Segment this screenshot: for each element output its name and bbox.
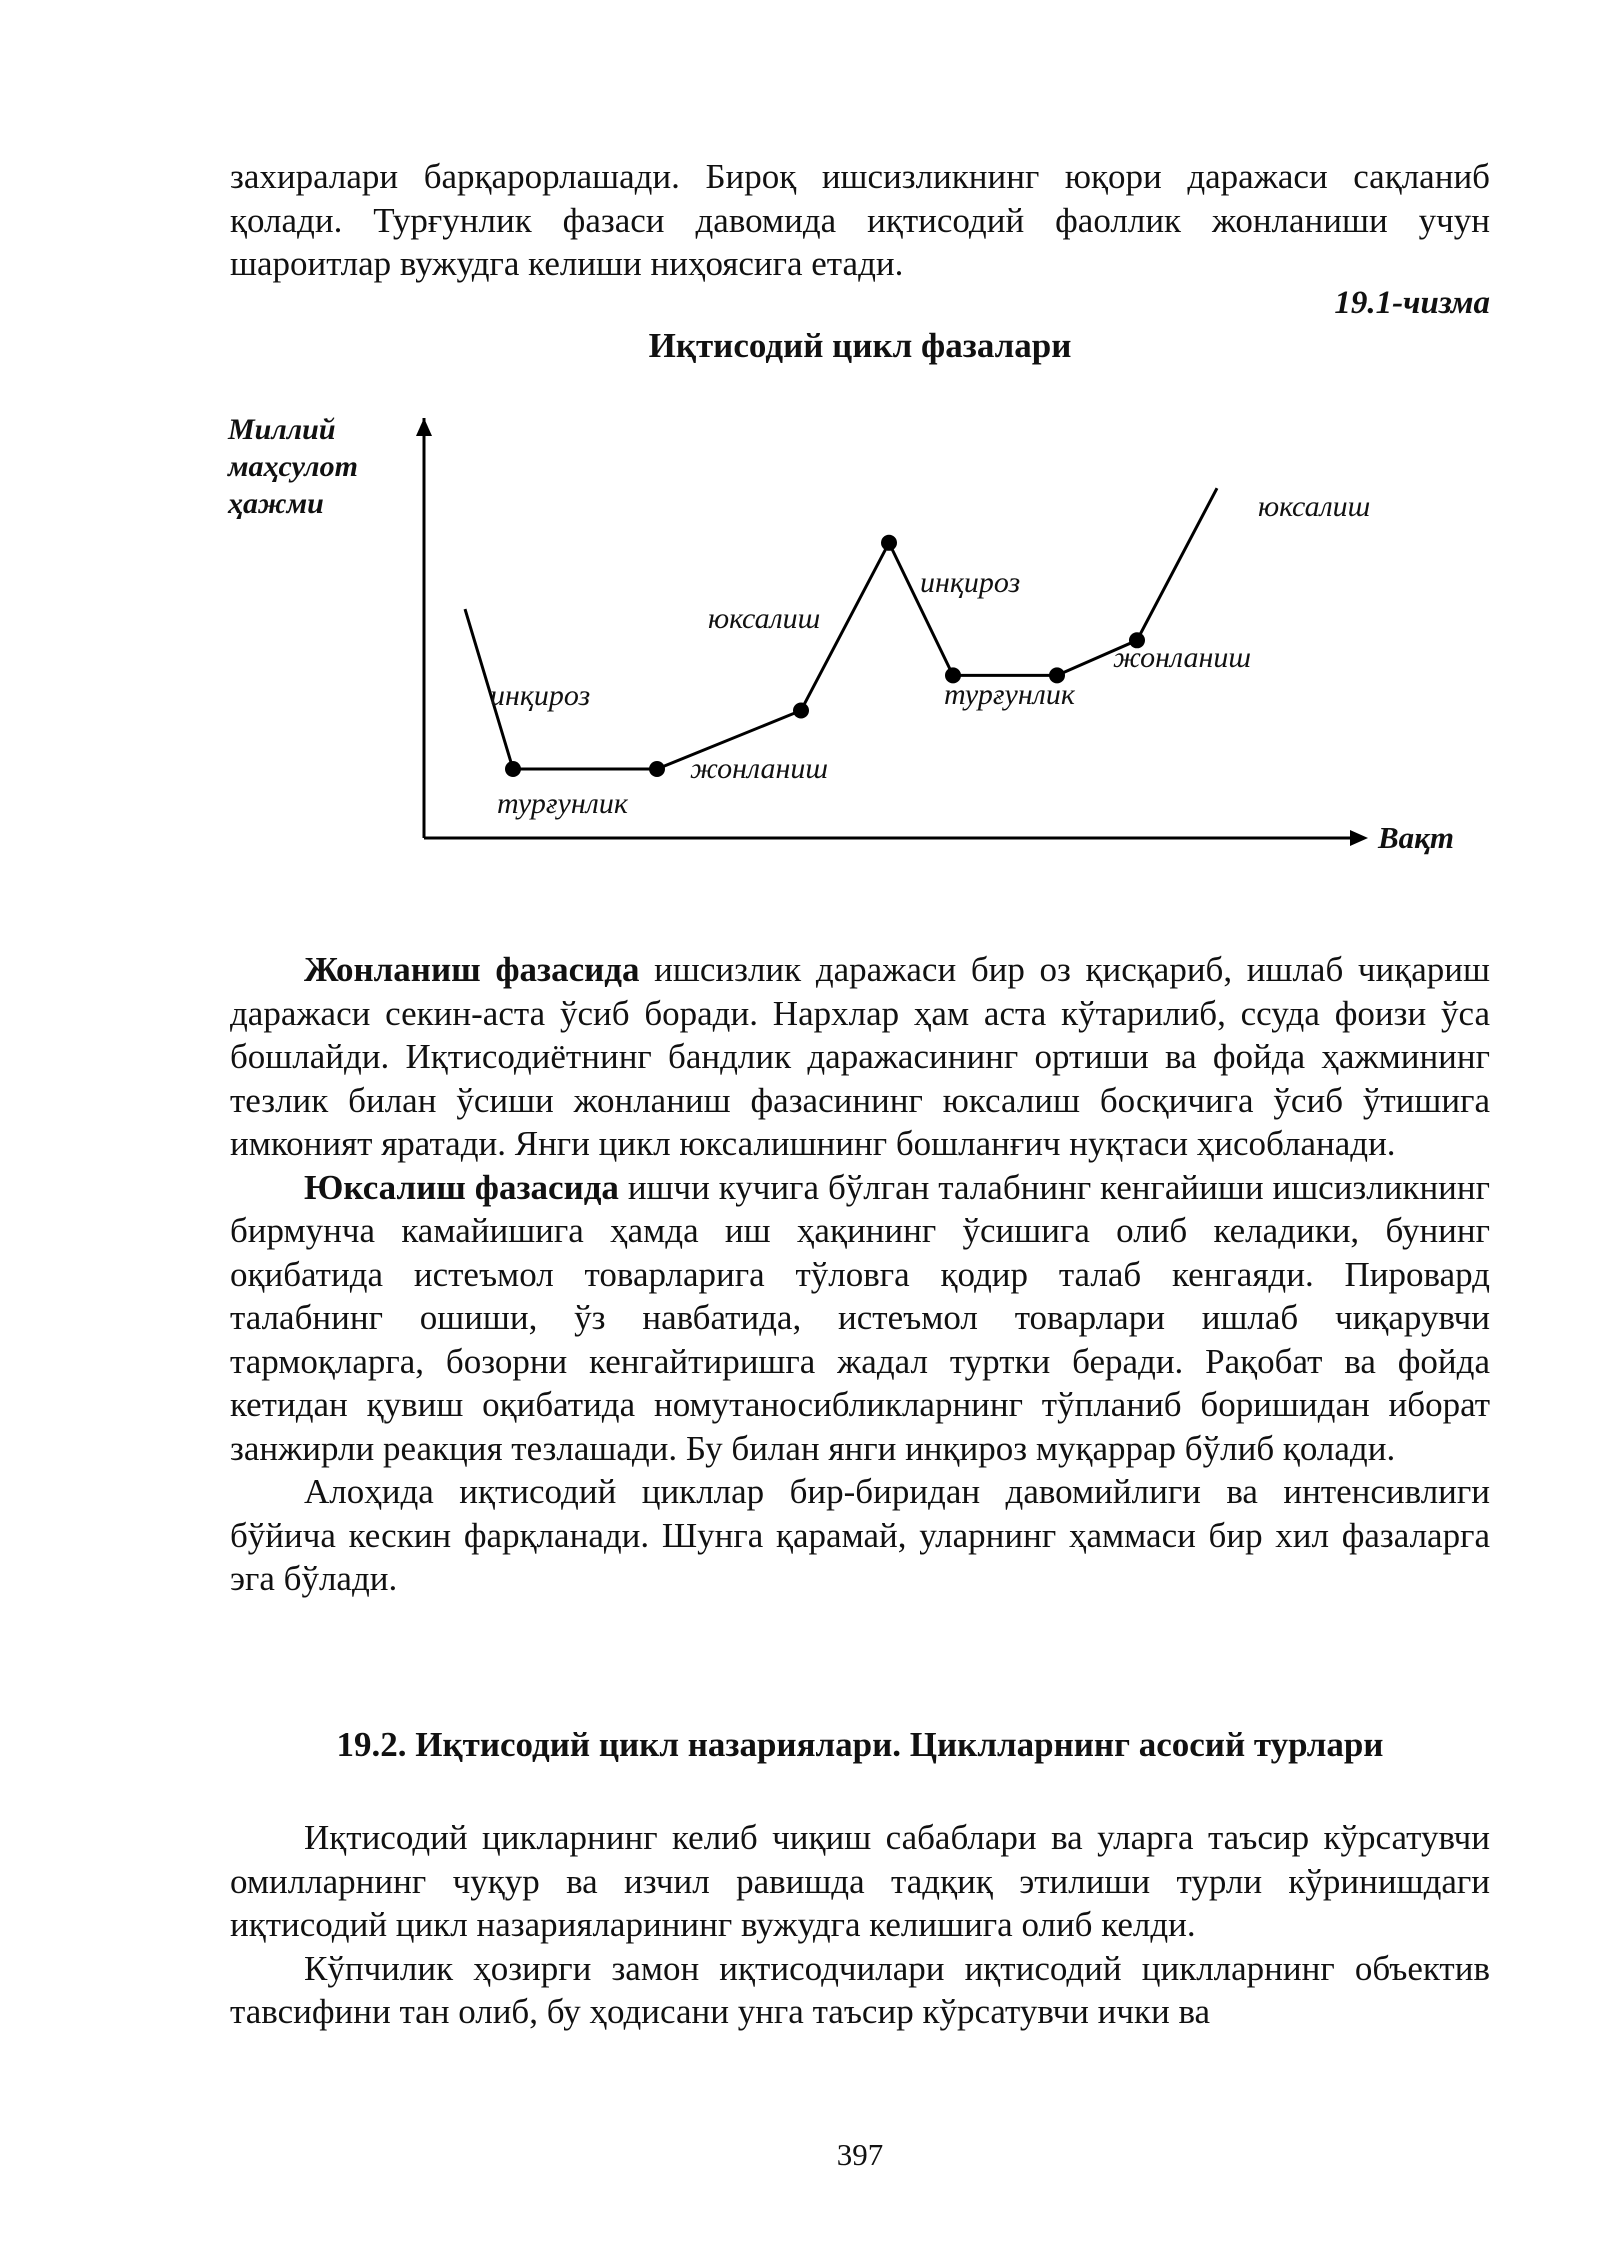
y-axis-label-line: Миллий <box>228 413 336 446</box>
cycle-point-marker <box>505 761 521 777</box>
page-number: 397 <box>836 2137 884 2172</box>
figure-label: 19.1-чизма <box>1334 285 1490 321</box>
phase-label-recession-2: инқироз <box>920 566 1021 599</box>
cycles-differ-paragraph: Алоҳида иқтисодий цикллар бир-биридан давомийлиги ва интенсивлиги бўйича кескин фарқланади. Шунга қарамай, уларнинг ҳаммаси бир хил фазаларга эга бўлади. <box>230 1472 1490 1598</box>
section-paragraph-1: Иқтисодий цикларнинг келиб чиқиш сабаблари ва уларга таъсир кўрсатувчи омилларнинг чуқур ва изчил равишда тадқиқ этилиши турли кўринишдаги иқтисодий цикл назарияларининг вужудга келишига олиб келди. <box>230 1818 1490 1944</box>
cycle-series-line <box>465 488 1217 769</box>
y-axis-label-line: ҳажми <box>228 487 324 520</box>
boom-paragraph <box>230 1166 1490 1471</box>
cycle-point-marker <box>881 535 897 551</box>
phase-label-boom-2: юксалиш <box>1258 490 1371 523</box>
y-axis-label-line: маҳсулот <box>228 450 358 483</box>
phase-label-stagnation-2: турғунлик <box>944 678 1075 711</box>
boom-text: ишчи кучига бўлган талабнинг кенгайиши ишсизликнинг бирмунча камайишига ҳамда иш ҳақининг ўсишига олиб келадики, бунинг оқибатида истеъмол товарларига тўловга қодир талаб кенгаяди. Пировард талабнинг ошиши, ўз навбатида, истеъмол товарлари ишлаб чиқарувчи тармоқларга, бозорни кенгайтиришга жадал туртки беради. Рақобат ва фойда кетидан қувиш оқибатида номутаносибликларнинг тўпланиб боришидан иборат занжирли реакция тезлашади. Бу билан янги инқироз муқаррар бўлиб қолади. <box>230 1167 1490 1468</box>
chart-axes <box>416 418 1371 846</box>
intro-text: захиралари барқарорлашади. Бироқ ишсизликнинг юқори даражаси сақланиб қолади. Турғунлик фазаси давомида иқтисодий фаоллик жонланиши учун шароитлар вужудга келиши ниҳоясига етади. <box>230 157 1490 283</box>
cycle-curve-layer <box>465 488 1217 777</box>
phase-label-recession-1: инқироз <box>490 679 591 712</box>
x-axis-label: Вақт <box>1378 820 1455 855</box>
cycle-point-marker <box>793 703 809 719</box>
section-heading: 19.2. Иқтисодий цикл назариялари. Циклларнинг асосий турлари <box>336 1725 1384 1764</box>
figure-title: Иқтисодий цикл фазалари <box>648 326 1072 365</box>
section-paragraph-2: Кўпчилик ҳозирги замон иқтисодчилари иқтисодий циклларнинг объектив тавсифини тан олиб, бу ҳодисани унга таъсир кўрсатувчи ички ва <box>230 1948 1490 2031</box>
body-paragraphs <box>230 948 1490 1601</box>
section-paragraphs <box>230 1816 1490 2034</box>
boom-term: Юксалиш фазасида <box>304 1167 619 1207</box>
phase-label-stagnation-1: турғунлик <box>497 787 628 820</box>
y-axis-arrow <box>416 418 432 436</box>
revival-text: ишсизлик даражаси бир оз қисқариб, ишлаб чиқариш даражаси секин-аста ўсиб боради. Нархлар ҳам аста кўтарилиб, ссуда фоизи ўса бошлайди. Иқтисодиётнинг бандлик даражасининг ортиши ва фойда ҳажмининг тезлик билан ўсиши жонланиш фазасининг юксалиш босқичига ўсиб ўтишига имконият яратади. Янги цикл юксалишнинг бошланғич нуқтаси ҳисобланади. <box>230 950 1490 1163</box>
x-axis-arrow <box>1350 830 1368 846</box>
revival-paragraph <box>230 948 1490 1166</box>
cycle-point-marker <box>649 761 665 777</box>
phase-label-revival-1: жонланиш <box>690 752 829 785</box>
phase-label-revival-2: жонланиш <box>1113 641 1252 674</box>
phase-label-boom-1: юксалиш <box>708 602 821 635</box>
revival-term: Жонланиш фазасида <box>304 950 640 989</box>
